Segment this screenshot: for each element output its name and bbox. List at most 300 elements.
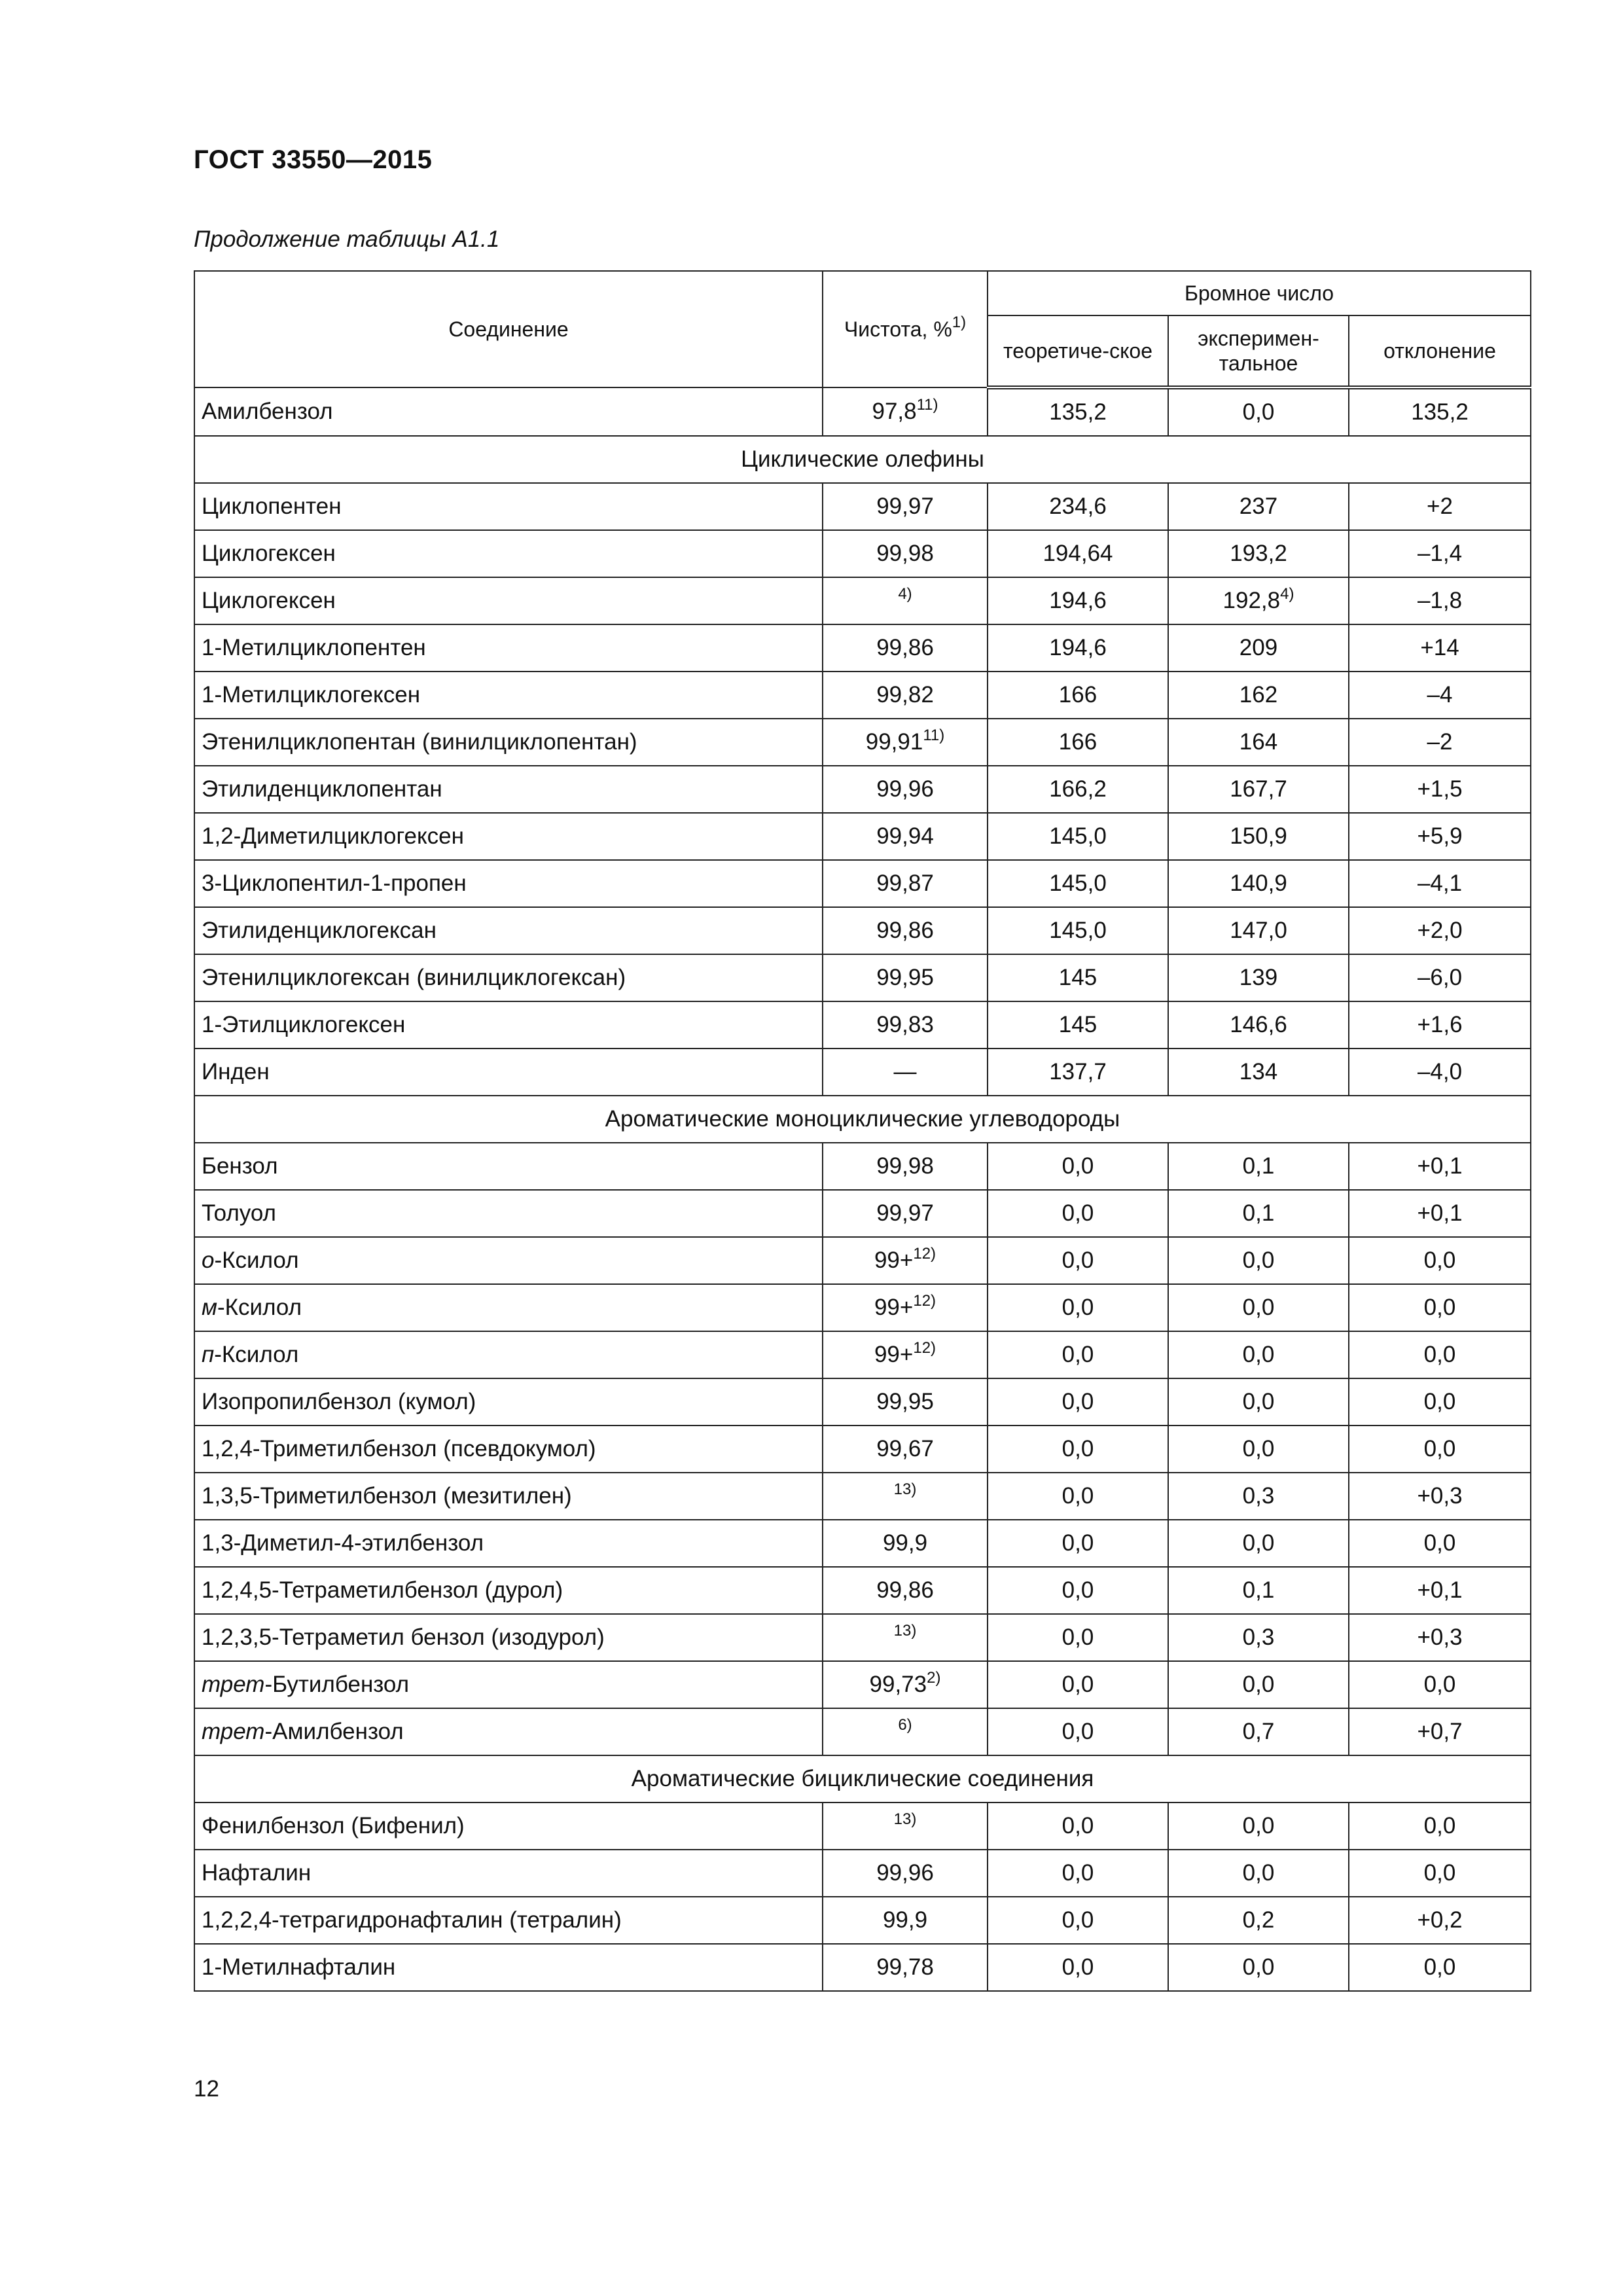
- compound-name: -Ксилол: [217, 1295, 302, 1320]
- experimental-cell: [1168, 1850, 1349, 1897]
- compound-cell: [194, 1567, 823, 1614]
- purity-footnote: 6): [898, 1716, 912, 1734]
- purity-footnote: 4): [898, 585, 912, 603]
- purity-value: 99,98: [876, 541, 934, 566]
- purity-cell: [823, 1614, 988, 1661]
- experimental-cell: [1168, 1661, 1349, 1708]
- bromine-number-table: [194, 270, 1531, 1992]
- section-row: [194, 436, 1531, 483]
- purity-cell: [823, 719, 988, 766]
- purity-value: 99,97: [876, 493, 934, 519]
- purity-value: 99,86: [876, 918, 934, 943]
- compound-name: 1,2,4-Триметилбензол (псевдокумол): [202, 1436, 596, 1462]
- purity-cell: [823, 954, 988, 1001]
- purity-footnote: 12): [913, 1339, 936, 1357]
- deviation-value: –6,0: [1349, 954, 1531, 1001]
- experimental-cell: [1168, 1426, 1349, 1473]
- purity-value: 99,95: [876, 965, 934, 990]
- experimental-cell: [1168, 483, 1349, 530]
- purity-cell: [823, 1190, 988, 1237]
- table-header: [194, 271, 1531, 387]
- table-row: [194, 483, 1531, 530]
- experimental-cell: [1168, 907, 1349, 954]
- compound-prefix: трет: [202, 1719, 265, 1744]
- table-row: [194, 1001, 1531, 1049]
- experimental-cell: [1168, 860, 1349, 907]
- theoretical-value: 135,2: [988, 387, 1168, 436]
- section-row: [194, 1096, 1531, 1143]
- experimental-cell: [1168, 1567, 1349, 1614]
- header-theoretical: теоретиче-ское: [988, 315, 1168, 387]
- experimental-cell: [1168, 954, 1349, 1001]
- theoretical-value: 166,2: [988, 766, 1168, 813]
- compound-cell: [194, 1803, 823, 1850]
- compound-cell: [194, 954, 823, 1001]
- purity-cell: [823, 1143, 988, 1190]
- theoretical-value: 0,0: [988, 1331, 1168, 1378]
- purity-value: 99,82: [876, 682, 934, 708]
- deviation-value: +2: [1349, 483, 1531, 530]
- deviation-value: 0,0: [1349, 1944, 1531, 1991]
- compound-name: Этилиденциклогексан: [202, 918, 437, 943]
- compound-cell: [194, 1284, 823, 1331]
- table-row: [194, 577, 1531, 624]
- compound-name: -Ксилол: [214, 1247, 299, 1273]
- compound-name: 1,2,2,4-тетрагидронафталин (тетралин): [202, 1907, 622, 1933]
- purity-cell: [823, 624, 988, 672]
- purity-footnote: 12): [913, 1292, 936, 1310]
- deviation-value: +0,3: [1349, 1614, 1531, 1661]
- compound-name: Инден: [202, 1059, 270, 1085]
- purity-value: 99,96: [876, 776, 934, 802]
- experimental-cell: [1168, 530, 1349, 577]
- experimental-value: 0,3: [1242, 1624, 1275, 1650]
- experimental-value: 134: [1239, 1059, 1278, 1085]
- compound-cell: [194, 624, 823, 672]
- purity-cell: [823, 483, 988, 530]
- experimental-value: 0,0: [1242, 1389, 1275, 1414]
- purity-cell: [823, 1049, 988, 1096]
- purity-cell: [823, 1661, 988, 1708]
- experimental-cell: [1168, 1614, 1349, 1661]
- table-row: [194, 1473, 1531, 1520]
- purity-value: 99,86: [876, 1577, 934, 1603]
- compound-cell: [194, 483, 823, 530]
- experimental-cell: [1168, 1473, 1349, 1520]
- deviation-value: –4,0: [1349, 1049, 1531, 1096]
- compound-cell: [194, 1850, 823, 1897]
- page-number: 12: [194, 2076, 219, 2102]
- compound-prefix: п: [202, 1342, 215, 1367]
- deviation-value: 0,0: [1349, 1378, 1531, 1426]
- compound-name: 1,3,5-Триметилбензол (мезитилен): [202, 1483, 572, 1509]
- purity-cell: [823, 766, 988, 813]
- theoretical-value: 145,0: [988, 813, 1168, 860]
- section-row: [194, 1755, 1531, 1803]
- theoretical-value: 0,0: [988, 1614, 1168, 1661]
- experimental-value: 237: [1239, 493, 1278, 519]
- purity-value: 99+: [874, 1247, 914, 1273]
- compound-cell: [194, 530, 823, 577]
- experimental-value: 0,2: [1242, 1907, 1275, 1933]
- theoretical-value: 166: [988, 672, 1168, 719]
- table-row: [194, 1897, 1531, 1944]
- purity-footnote: 13): [893, 1622, 917, 1640]
- compound-cell: [194, 1661, 823, 1708]
- purity-value: 99,97: [876, 1200, 934, 1226]
- experimental-value: 167,7: [1230, 776, 1287, 802]
- compound-cell: [194, 1473, 823, 1520]
- compound-cell: [194, 1614, 823, 1661]
- experimental-cell: [1168, 387, 1349, 436]
- experimental-value: 0,0: [1242, 1813, 1275, 1839]
- deviation-value: 0,0: [1349, 1426, 1531, 1473]
- compound-name: -Бутилбензол: [264, 1672, 410, 1697]
- compound-cell: [194, 387, 823, 436]
- deviation-value: 0,0: [1349, 1237, 1531, 1284]
- deviation-value: –1,8: [1349, 577, 1531, 624]
- table-row: [194, 1567, 1531, 1614]
- purity-value: 99,83: [876, 1012, 934, 1037]
- deviation-value: 0,0: [1349, 1520, 1531, 1567]
- table-row: [194, 1520, 1531, 1567]
- purity-cell: [823, 1473, 988, 1520]
- compound-cell: [194, 907, 823, 954]
- experimental-value: 0,1: [1242, 1200, 1275, 1226]
- theoretical-value: 0,0: [988, 1473, 1168, 1520]
- experimental-value: 193,2: [1230, 541, 1287, 566]
- table-row: [194, 1237, 1531, 1284]
- deviation-value: +14: [1349, 624, 1531, 672]
- table-row: [194, 954, 1531, 1001]
- purity-footnote: 11): [916, 396, 938, 414]
- purity-cell: [823, 1708, 988, 1755]
- theoretical-value: 0,0: [988, 1378, 1168, 1426]
- header-experimental: эксперимен-тальное: [1168, 315, 1349, 387]
- compound-name: 1-Метилциклопентен: [202, 635, 426, 660]
- purity-value: —: [893, 1059, 917, 1085]
- compound-name: Толуол: [202, 1200, 276, 1226]
- compound-cell: [194, 766, 823, 813]
- theoretical-value: 166: [988, 719, 1168, 766]
- deviation-value: –2: [1349, 719, 1531, 766]
- compound-name: Этилиденциклопентан: [202, 776, 442, 802]
- experimental-value: 0,3: [1242, 1483, 1275, 1509]
- experimental-cell: [1168, 624, 1349, 672]
- table-body: [194, 387, 1531, 1991]
- experimental-value: 0,0: [1242, 1342, 1275, 1367]
- section-title: Ароматические бициклические соединения: [194, 1755, 1531, 1803]
- theoretical-value: 0,0: [988, 1284, 1168, 1331]
- deviation-value: 0,0: [1349, 1803, 1531, 1850]
- theoretical-value: 0,0: [988, 1567, 1168, 1614]
- purity-value: 99,86: [876, 635, 934, 660]
- experimental-value: 0,1: [1242, 1153, 1275, 1179]
- purity-footnote: 12): [913, 1245, 936, 1263]
- experimental-cell: [1168, 1190, 1349, 1237]
- table-row: [194, 1049, 1531, 1096]
- experimental-value: 139: [1239, 965, 1278, 990]
- purity-cell: [823, 1237, 988, 1284]
- experimental-cell: [1168, 1237, 1349, 1284]
- theoretical-value: 137,7: [988, 1049, 1168, 1096]
- compound-prefix: трет: [202, 1672, 265, 1697]
- experimental-value: 209: [1239, 635, 1278, 660]
- compound-cell: [194, 672, 823, 719]
- deviation-value: –1,4: [1349, 530, 1531, 577]
- experimental-value: 147,0: [1230, 918, 1287, 943]
- table-row: [194, 1708, 1531, 1755]
- experimental-cell: [1168, 672, 1349, 719]
- experimental-cell: [1168, 1284, 1349, 1331]
- purity-cell: [823, 672, 988, 719]
- table-row: [194, 1614, 1531, 1661]
- theoretical-value: 0,0: [988, 1143, 1168, 1190]
- theoretical-value: 145,0: [988, 907, 1168, 954]
- purity-cell: [823, 1944, 988, 1991]
- purity-value: 99,98: [876, 1153, 934, 1179]
- experimental-cell: [1168, 1520, 1349, 1567]
- theoretical-value: 0,0: [988, 1850, 1168, 1897]
- purity-cell: [823, 1567, 988, 1614]
- deviation-value: +0,1: [1349, 1567, 1531, 1614]
- purity-cell: [823, 860, 988, 907]
- compound-cell: [194, 719, 823, 766]
- purity-cell: [823, 530, 988, 577]
- compound-cell: [194, 577, 823, 624]
- theoretical-value: 145: [988, 954, 1168, 1001]
- compound-cell: [194, 1378, 823, 1426]
- purity-value: 99+: [874, 1342, 914, 1367]
- table-row: [194, 1944, 1531, 1991]
- purity-cell: [823, 1850, 988, 1897]
- experimental-value: 0,1: [1242, 1577, 1275, 1603]
- deviation-value: +1,6: [1349, 1001, 1531, 1049]
- compound-cell: [194, 1897, 823, 1944]
- deviation-value: +0,7: [1349, 1708, 1531, 1755]
- deviation-value: +2,0: [1349, 907, 1531, 954]
- theoretical-value: 0,0: [988, 1237, 1168, 1284]
- deviation-value: 0,0: [1349, 1661, 1531, 1708]
- purity-cell: [823, 1284, 988, 1331]
- table-row: [194, 1284, 1531, 1331]
- purity-cell: [823, 1520, 988, 1567]
- compound-name: 1,2,4,5-Тетраметилбензол (дурол): [202, 1577, 563, 1603]
- compound-name: Циклопентен: [202, 493, 342, 519]
- purity-cell: [823, 1001, 988, 1049]
- purity-value: 99,73: [869, 1672, 927, 1697]
- compound-cell: [194, 1708, 823, 1755]
- theoretical-value: 0,0: [988, 1803, 1168, 1850]
- table-row: [194, 530, 1531, 577]
- experimental-value: 140,9: [1230, 870, 1287, 896]
- theoretical-value: 0,0: [988, 1190, 1168, 1237]
- deviation-value: –4: [1349, 672, 1531, 719]
- experimental-cell: [1168, 1944, 1349, 1991]
- compound-name: 1-Метилциклогексен: [202, 682, 421, 708]
- purity-value: 99,95: [876, 1389, 934, 1414]
- document-title: ГОСТ 33550—2015: [194, 145, 433, 174]
- theoretical-value: 194,6: [988, 624, 1168, 672]
- purity-cell: [823, 907, 988, 954]
- table-row: [194, 860, 1531, 907]
- purity-cell: [823, 1331, 988, 1378]
- table-row: [194, 907, 1531, 954]
- purity-cell: [823, 813, 988, 860]
- compound-cell: [194, 1944, 823, 1991]
- compound-name: -Ксилол: [214, 1342, 299, 1367]
- header-purity: [823, 271, 988, 387]
- deviation-value: 0,0: [1349, 1850, 1531, 1897]
- purity-value: 99,94: [876, 823, 934, 849]
- theoretical-value: 0,0: [988, 1520, 1168, 1567]
- deviation-value: 135,2: [1349, 387, 1531, 436]
- compound-name: Бензол: [202, 1153, 278, 1179]
- experimental-value: 0,0: [1242, 1530, 1275, 1556]
- compound-name: 1,2,3,5-Тетраметил бензол (изодурол): [202, 1624, 605, 1650]
- theoretical-value: 0,0: [988, 1897, 1168, 1944]
- compound-name: 1-Метилнафталин: [202, 1954, 396, 1980]
- purity-value: 99,67: [876, 1436, 934, 1462]
- purity-value: 99,78: [876, 1954, 934, 1980]
- experimental-value: 146,6: [1230, 1012, 1287, 1037]
- deviation-value: +0,2: [1349, 1897, 1531, 1944]
- table-row: [194, 672, 1531, 719]
- compound-cell: [194, 1237, 823, 1284]
- compound-cell: [194, 813, 823, 860]
- table-row: [194, 719, 1531, 766]
- experimental-footnote: 4): [1280, 585, 1294, 603]
- experimental-value: 0,0: [1242, 1247, 1275, 1273]
- deviation-value: 0,0: [1349, 1331, 1531, 1378]
- header-compound: Соединение: [194, 271, 823, 387]
- compound-name: 1,3-Диметил-4-этилбензол: [202, 1530, 484, 1556]
- purity-footnote: 13): [893, 1810, 917, 1828]
- experimental-cell: [1168, 1331, 1349, 1378]
- compound-prefix: о: [202, 1247, 215, 1273]
- deviation-value: +0,1: [1349, 1190, 1531, 1237]
- theoretical-value: 194,6: [988, 577, 1168, 624]
- theoretical-value: 145,0: [988, 860, 1168, 907]
- compound-cell: [194, 1331, 823, 1378]
- experimental-value: 0,7: [1242, 1719, 1275, 1744]
- deviation-value: 0,0: [1349, 1284, 1531, 1331]
- header-deviation: отклонение: [1349, 315, 1531, 387]
- table-caption: Продолжение таблицы А1.1: [194, 226, 500, 252]
- table-row: [194, 1661, 1531, 1708]
- purity-cell: [823, 1897, 988, 1944]
- purity-value: 99,87: [876, 870, 934, 896]
- compound-name: -Амилбензол: [264, 1719, 404, 1744]
- experimental-value: 0,0: [1242, 1436, 1275, 1462]
- header-bromine-number: Бромное число: [988, 271, 1531, 315]
- purity-value: 97,8: [872, 399, 917, 424]
- table-row: [194, 1378, 1531, 1426]
- compound-name: Фенилбензол (Бифенил): [202, 1813, 465, 1839]
- compound-name: 1-Этилциклогексен: [202, 1012, 406, 1037]
- deviation-value: +5,9: [1349, 813, 1531, 860]
- table-row: [194, 1143, 1531, 1190]
- theoretical-value: 0,0: [988, 1944, 1168, 1991]
- experimental-cell: [1168, 1378, 1349, 1426]
- table-row: [194, 766, 1531, 813]
- section-title: Ароматические моноциклические углеводороды: [194, 1096, 1531, 1143]
- compound-name: Амилбензол: [202, 399, 333, 424]
- header-purity-label: Чистота, %: [844, 317, 952, 341]
- experimental-cell: [1168, 1803, 1349, 1850]
- purity-footnote: 11): [923, 726, 945, 744]
- experimental-value: 192,8: [1222, 588, 1281, 613]
- purity-cell: [823, 1378, 988, 1426]
- table-row: [194, 1803, 1531, 1850]
- table-row: [194, 1850, 1531, 1897]
- experimental-cell: [1168, 577, 1349, 624]
- experimental-value: 0,0: [1242, 1672, 1275, 1697]
- experimental-cell: [1168, 1897, 1349, 1944]
- experimental-cell: [1168, 1049, 1349, 1096]
- purity-footnote: 13): [893, 1480, 917, 1498]
- theoretical-value: 145: [988, 1001, 1168, 1049]
- experimental-cell: [1168, 719, 1349, 766]
- compound-prefix: м: [202, 1295, 217, 1320]
- purity-value: 99,9: [882, 1530, 928, 1556]
- compound-cell: [194, 1190, 823, 1237]
- purity-value: 99,96: [876, 1860, 934, 1886]
- purity-value: 99,91: [865, 729, 923, 755]
- compound-cell: [194, 1426, 823, 1473]
- experimental-value: 0,0: [1242, 1954, 1275, 1980]
- table-row: [194, 813, 1531, 860]
- compound-cell: [194, 1049, 823, 1096]
- theoretical-value: 0,0: [988, 1426, 1168, 1473]
- compound-name: Этенилциклогексан (винилциклогексан): [202, 965, 626, 990]
- compound-name: 3-Циклопентил-1-пропен: [202, 870, 467, 896]
- deviation-value: +1,5: [1349, 766, 1531, 813]
- deviation-value: –4,1: [1349, 860, 1531, 907]
- compound-cell: [194, 1143, 823, 1190]
- theoretical-value: 234,6: [988, 483, 1168, 530]
- experimental-value: 150,9: [1230, 823, 1287, 849]
- compound-name: Изопропилбензол (кумол): [202, 1389, 476, 1414]
- compound-name: Циклогексен: [202, 588, 336, 613]
- experimental-value: 0,0: [1242, 1860, 1275, 1886]
- section-title: Циклические олефины: [194, 436, 1531, 483]
- purity-footnote: 2): [927, 1669, 941, 1687]
- compound-cell: [194, 1001, 823, 1049]
- purity-value: 99+: [874, 1295, 914, 1320]
- theoretical-value: 0,0: [988, 1661, 1168, 1708]
- compound-cell: [194, 860, 823, 907]
- compound-cell: [194, 1520, 823, 1567]
- experimental-cell: [1168, 813, 1349, 860]
- experimental-cell: [1168, 1001, 1349, 1049]
- experimental-value: 0,0: [1242, 399, 1275, 425]
- compound-name: Циклогексен: [202, 541, 336, 566]
- table-row: [194, 1190, 1531, 1237]
- header-purity-footnote: 1): [952, 314, 967, 331]
- deviation-value: +0,1: [1349, 1143, 1531, 1190]
- purity-cell: [823, 577, 988, 624]
- theoretical-value: 0,0: [988, 1708, 1168, 1755]
- table-row: [194, 1331, 1531, 1378]
- table-row: [194, 1426, 1531, 1473]
- purity-cell: [823, 387, 988, 436]
- experimental-cell: [1168, 1143, 1349, 1190]
- deviation-value: +0,3: [1349, 1473, 1531, 1520]
- compound-name: 1,2-Диметилциклогексен: [202, 823, 464, 849]
- table-row: [194, 624, 1531, 672]
- experimental-value: 164: [1239, 729, 1278, 755]
